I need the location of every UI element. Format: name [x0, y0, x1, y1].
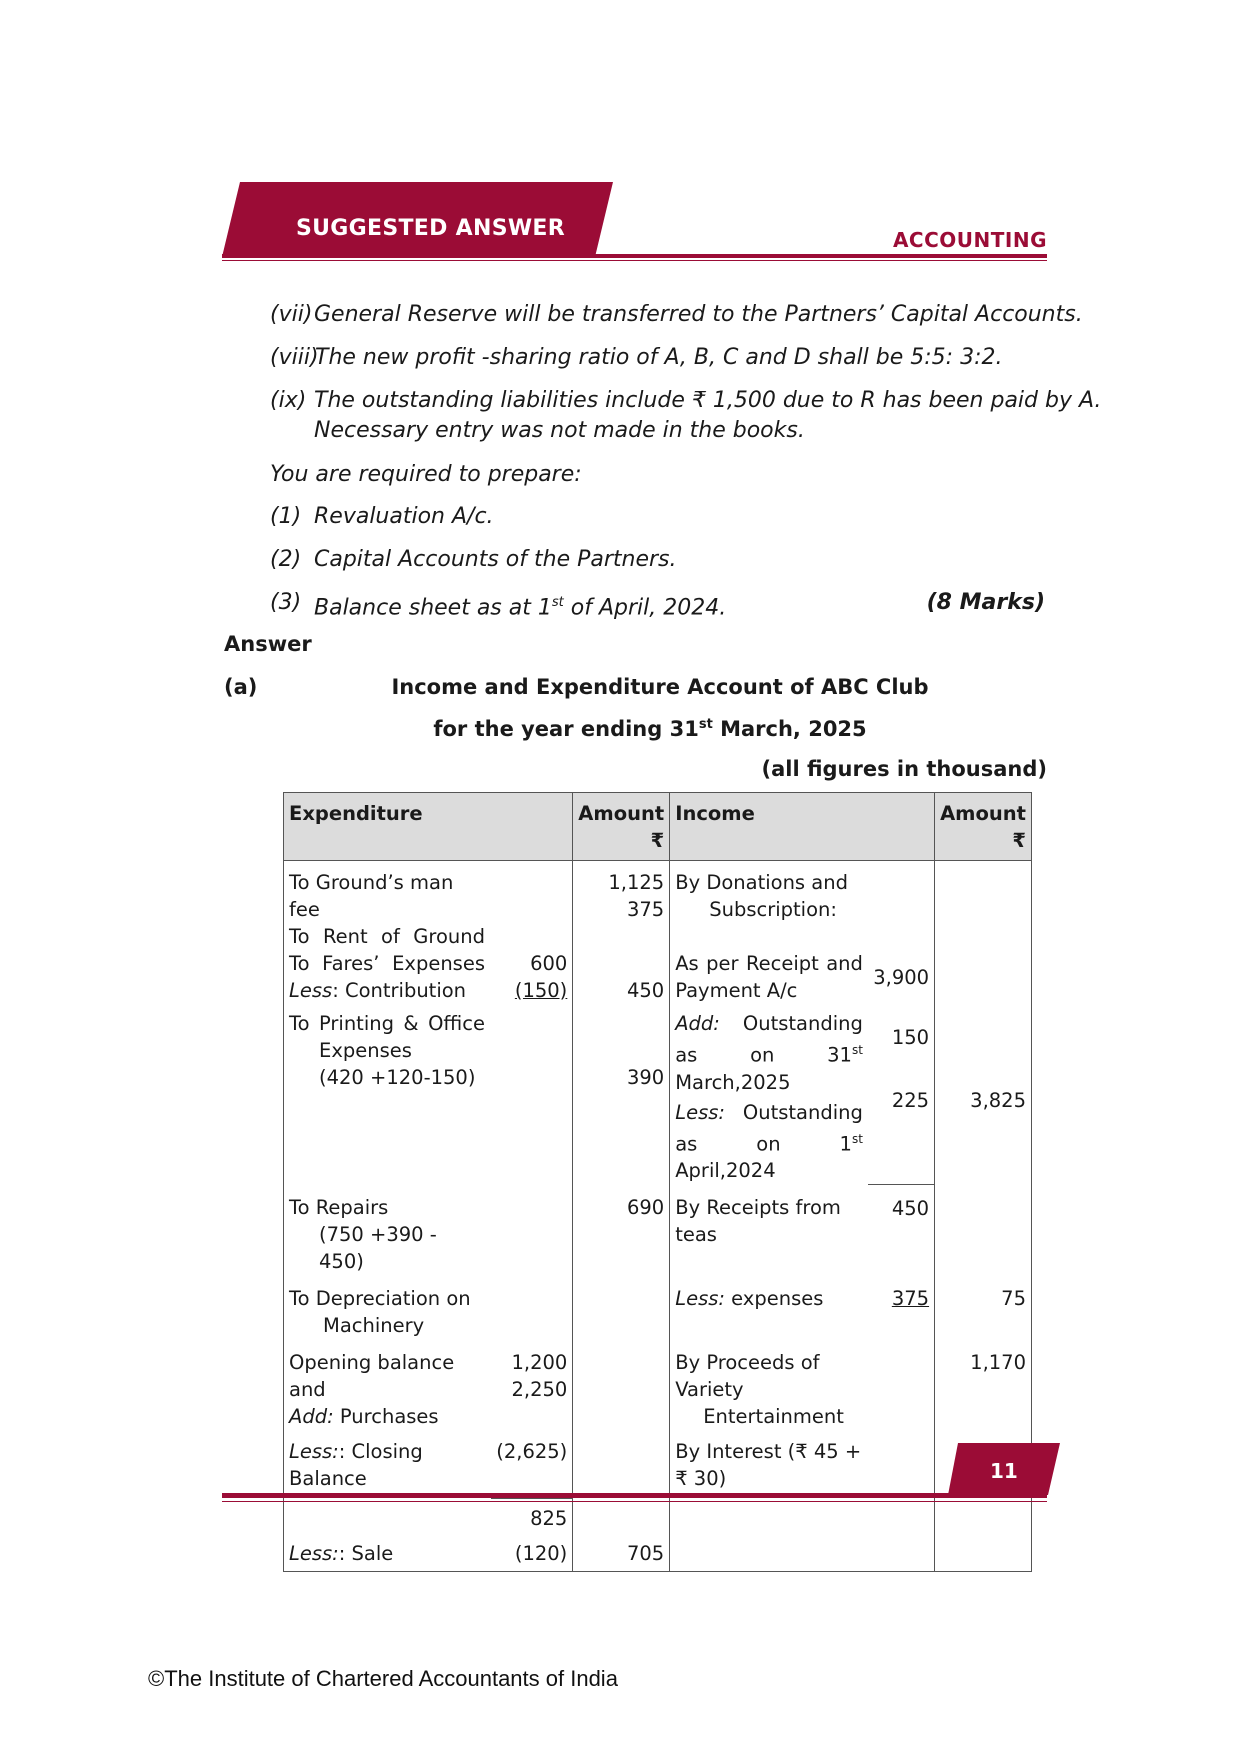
item-text: The new profit -sharing ratio of A, B, C and D shall be 5:5: 3:2. [315, 345, 1003, 370]
cell: 390 [573, 1004, 670, 1184]
statement-title: Income and Expenditure Account of ABC Club [391, 675, 929, 699]
cell [868, 1430, 935, 1498]
page-number: 11 [990, 1459, 1018, 1483]
table-row [284, 1339, 1032, 1430]
cell: 1,125 375 [573, 861, 670, 951]
cell: Opening balance and Add: Purchases [284, 1339, 492, 1430]
cell: Less: expenses [670, 1275, 868, 1339]
table-row [284, 1430, 1032, 1498]
cell: 150 225 [891, 1026, 930, 1112]
copyright-footer: ©The Institute of Chartered Accountants of India [148, 1666, 618, 1691]
cell [491, 1184, 573, 1275]
cell: 705 [573, 1532, 670, 1572]
cell: Less:: Closing Balance [284, 1430, 492, 1498]
item-text: The outstanding liabilities include ₹ 1,500 due to R has been paid by A. [314, 388, 1102, 413]
item-number: (1) [270, 504, 302, 529]
cell: Less:: Sale [284, 1532, 492, 1572]
cell: Add: Outstanding as on 31st March,2025 Less: Outstanding as on 1st April,2024 [670, 1004, 868, 1184]
header-expenditure: Expenditure [284, 793, 492, 861]
table-row [284, 1532, 1032, 1572]
figures-note: (all figures in thousand) [761, 757, 1047, 781]
cell [935, 1498, 1032, 1532]
header-amount-right: Amount ₹ [935, 793, 1032, 861]
required-item-3 [270, 588, 1045, 621]
statement-subtitle: for the year ending 31st March, 2025 [433, 717, 867, 741]
item-number: (2) [270, 547, 302, 572]
cell [868, 1498, 935, 1532]
table-row [284, 861, 1032, 951]
cell [935, 861, 1032, 951]
cell: 450 [573, 950, 670, 1004]
cell [935, 1184, 1032, 1275]
item-text: Capital Accounts of the Partners. [314, 547, 677, 572]
item-text: Revaluation A/c. [314, 504, 494, 529]
cell: By Receipts from teas [670, 1184, 868, 1275]
table-row [284, 1498, 1032, 1532]
cell [670, 1532, 868, 1572]
answer-part: (a) [224, 675, 258, 699]
cell [491, 1004, 573, 1184]
section-label: SUGGESTED ANSWER [296, 216, 565, 241]
item-text: Balance sheet as at 1st of April, 2024. [314, 595, 727, 621]
cell: 600 (150) [514, 952, 568, 1002]
cell [935, 950, 1032, 1004]
header-amount-left: Amount ₹ [573, 793, 670, 861]
cell: By Donations and Subscription: [670, 861, 868, 951]
cell: 375 [891, 1287, 930, 1310]
cell: 825 [530, 1506, 568, 1530]
cell: By Interest (₹ 45 +₹ 30) [670, 1430, 868, 1498]
cell: By Proceeds of Variety Entertainment [670, 1339, 868, 1430]
footer-rule-thin [222, 1501, 1047, 1502]
table-row [284, 950, 1032, 1004]
cell: To Printing & Office Expenses (420 +120-150) [284, 1004, 492, 1184]
item-number: (vii) [270, 302, 313, 327]
header-rule [222, 254, 1047, 258]
header-blank [868, 793, 935, 861]
cell: As per Receipt and Payment A/c [670, 950, 868, 1004]
cell: (2,625) [491, 1430, 573, 1498]
footer-rule [222, 1493, 1047, 1498]
cell: (120) [491, 1532, 573, 1572]
table-header-row [284, 793, 1032, 861]
cell: 1,170 [935, 1339, 1032, 1430]
marks-label: (8 Marks) [926, 590, 1045, 615]
cell [491, 1275, 573, 1339]
cell: To Repairs (750 +390 - 450) [284, 1184, 492, 1275]
income-expenditure-table [283, 792, 1032, 1572]
item-number: (viii) [270, 345, 319, 370]
answer-label: Answer [224, 632, 312, 656]
cell: 690 [573, 1184, 670, 1275]
cell [573, 1339, 670, 1430]
header-income: Income [670, 793, 868, 861]
cell [868, 1532, 935, 1572]
cell: 75 [935, 1275, 1032, 1339]
item-number: (3) [270, 590, 302, 615]
cell [868, 861, 935, 951]
cell [573, 1430, 670, 1498]
table-row [284, 1184, 1032, 1275]
item-text-cont: Necessary entry was not made in the books. [314, 418, 805, 443]
cell [284, 1498, 492, 1532]
header-blank [491, 793, 573, 861]
table-row [284, 1004, 1032, 1184]
table-row [284, 1275, 1032, 1339]
cell [868, 1339, 935, 1430]
item-number: (ix) [270, 388, 307, 413]
cell [573, 1498, 670, 1532]
item-text: General Reserve will be transferred to the Partners’ Capital Accounts. [314, 302, 1083, 327]
cell: To Fares’ Expenses Less: Contribution [284, 950, 492, 1004]
required-label: You are required to prepare: [270, 462, 582, 487]
cell: 1,200 2,250 [511, 1351, 568, 1401]
cell [573, 1275, 670, 1339]
subject-title: ACCOUNTING [892, 228, 1047, 252]
cell [935, 1532, 1032, 1572]
cell [491, 861, 573, 951]
cell [670, 1498, 868, 1532]
cell: 3,900 [873, 965, 930, 989]
cell: 450 [868, 1184, 935, 1275]
cell: To Depreciation on Machinery [284, 1275, 492, 1339]
cell: To Ground’s man fee To Rent of Ground [284, 861, 492, 951]
header-rule-thin [222, 260, 1047, 261]
cell: 3,825 [935, 1004, 1032, 1184]
